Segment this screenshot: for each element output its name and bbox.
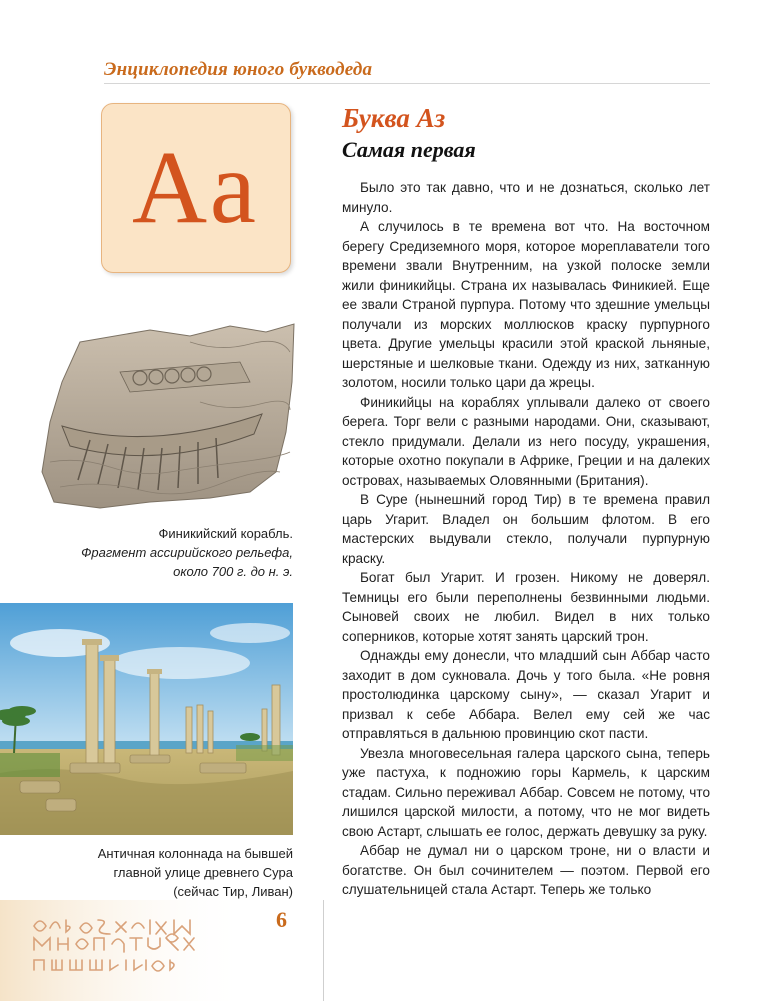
running-header: Энциклопедия юного букводеда bbox=[104, 59, 373, 80]
caption-line: Финикийский корабль. bbox=[158, 526, 293, 541]
paragraph: Увезла многовесельная галера царского сына, теперь уже пастуха, к подножию горы Кармель, к царским стадам. Сильно переживал Аббар. Совсем не потому, что лишился царской милости, а потому, что не мог видеть свою Астарт, слышать ее голос, держать девушку за руку. bbox=[342, 745, 710, 839]
article-body bbox=[342, 178, 710, 900]
colonnade-caption bbox=[40, 844, 293, 901]
paragraph: Финикийцы на кораблях уплывали далеко от своего берега. Торг вели с разными народами. Они, сказывают, стекло придумали. Делали из него посуду, украшения, которые охотно покупали в Африке, Греции и на далеких островах, называемых Оловянными (Британия). bbox=[342, 394, 710, 488]
colonnade-image bbox=[0, 603, 293, 835]
paragraph: В Суре (нынешний город Тир) в те времена правил царь Угарит. Владел он большим флотом. В его мастерских выдували стекло, получали пурпурную краску. bbox=[342, 492, 710, 566]
paragraph: Аббар не думал ни о царском троне, ни о власти и богатстве. Он был сочинителем — поэтом. Первой его слушательницей стала Астарт. Теперь же только bbox=[342, 843, 710, 897]
page-number: 6 bbox=[276, 907, 287, 932]
footer-divider bbox=[323, 900, 324, 1001]
letter-display: Аа bbox=[132, 130, 260, 245]
paragraph: Богат был Угарит. И грозен. Никому не доверял. Темницы его были переполнены безвинными людьми. Сыновей своих не любил. Видел в них только соперников, которые хотят занять царский трон. bbox=[342, 570, 710, 644]
caption-line: Античная колоннада на бывшей bbox=[97, 846, 293, 861]
paragraph: Однажды ему донесли, что младший сын Аббар часто заходит в дом сукновала. Дочь у того была. «Не ровня простолюдинка царскому сыну», — сказал Угарит и призвал к себе Аббара. Велел ему сей же час отправляться в дальнюю провинцию скот пасти. bbox=[342, 648, 710, 741]
section-title: Буква Аз bbox=[342, 103, 446, 133]
ship-caption bbox=[40, 524, 293, 581]
letter-box bbox=[101, 103, 291, 273]
caption-line: главной улице древнего Сура bbox=[113, 865, 293, 880]
paragraph: А случилось в те времена вот что. На восточном берегу Средиземного моря, которое мореплаватели того времени звали Внутренним, на узкой полоске земли жили финикийцы. Страна их называлась Финикией. Еще ее звали Страной пурпура. Потому что здешние умельцы получали из морских моллюсков краску пурпурного цвета. Другие умельцы красили этой краской льняные, шерстяные и шелковые ткани. Одежду из них, затканную золотом, носили только цари да жрецы. bbox=[342, 219, 710, 390]
section-subtitle: Самая первая bbox=[342, 137, 476, 162]
relief-image bbox=[40, 322, 296, 512]
header-rule bbox=[104, 83, 710, 84]
paragraph: Было это так давно, что и не дознаться, сколько лет минуло. bbox=[342, 180, 710, 215]
caption-line: около 700 г. до н. э. bbox=[173, 564, 293, 579]
footer-alphabet-decoration bbox=[0, 900, 250, 1001]
caption-line: (сейчас Тир, Ливан) bbox=[173, 884, 293, 899]
caption-line: Фрагмент ассирийского рельефа, bbox=[81, 545, 293, 560]
